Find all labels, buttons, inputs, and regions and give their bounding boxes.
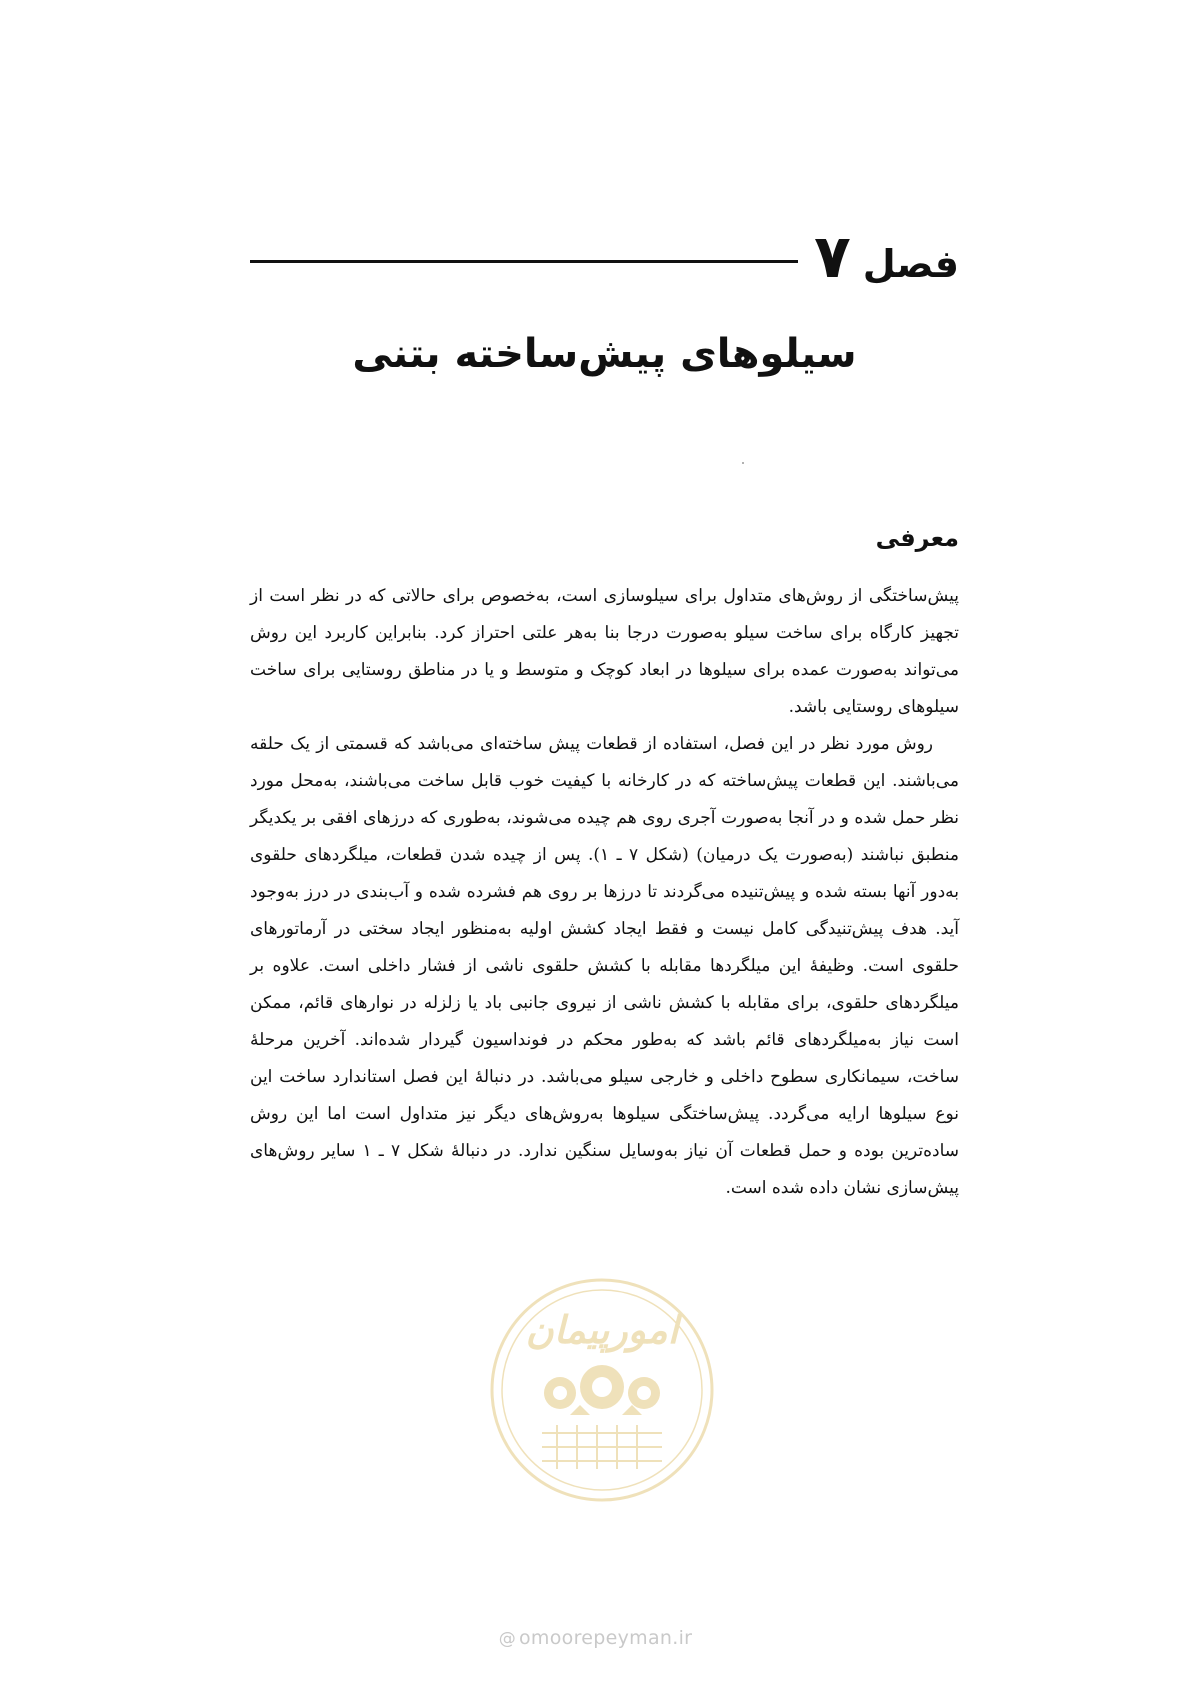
paragraph: روش مورد نظر در این فصل، استفاده از قطعات پیش ساخته‌ای می‌باشد که قسمتی از یک حلقه می‌باشند. این قطعات پیش‌ساخته که در کارخانه با کیفیت خوب قابل ساخت می‌باشند، به‌محل مورد نظر حمل شده و در آنجا به‌صورت آجری روی هم چیده می‌شوند، به‌طوری که درزهای افقی بر یکدیگر منطبق نباشند (به‌صورت یک درمیان) (شکل ۷ ـ ۱). پس از چیده شدن قطعات، میلگردهای حلقوی به‌دور آنها بسته شده و پیش‌تنیده می‌گردند تا درزها بر روی هم فشرده شده و آب‌بندی در درز به‌وجود آید. هدف پیش‌تنیدگی کامل نیست و فقط ایجاد کشش اولیه به‌منظور ایجاد سختی در آرماتورهای حلقوی است. وظیفهٔ این میلگردها مقابله با کشش حلقوی ناشی از فشار داخلی است. علاوه بر میلگردهای حلقوی، برای مقابله با کشش ناشی از نیروی جانبی باد یا زلزله در نوارهای قائم، ممکن است نیاز به‌میلگردهای قائم باشد که به‌طور محکم در فونداسیون گیردار شده‌اند. آخرین مرحلهٔ ساخت، سیمانکاری سطوح داخلی و خارجی سیلو می‌باشد. در دنبالهٔ این فصل استاندارد ساخت این نوع سیلوها ارایه می‌گردد. پیش‌ساختگی سیلوها به‌روش‌های دیگر نیز متداول است اما این روش ساده‌ترین بوده و حمل قطعات آن نیاز به‌وسایل سنگین ندارد. در دنبالهٔ شکل ۷ ـ ۱ سایر روش‌های پیش‌سازی نشان داده شده است. xyxy=(250,734,959,1198)
watermark-url xyxy=(0,1627,1191,1649)
paragraph: پیش‌ساختگی از روش‌های متداول برای سیلوسازی است، به‌خصوص برای حالاتی که در نظر است از تجهیز کارگاه برای ساخت سیلو به‌صورت درجا بنا به‌هر علتی احتراز کرد. بنابراین کاربرد این روش می‌تواند به‌صورت عمده برای سیلوها در ابعاد کوچک و متوسط و یا در مناطق روستایی برای ساخت سیلوهای روستایی باشد. xyxy=(250,586,959,717)
watermark-seal-icon xyxy=(482,1265,722,1530)
watermark-logo-text: امورپیمان xyxy=(525,1307,679,1352)
chapter-number: ۷ xyxy=(814,222,851,292)
chapter-label xyxy=(814,222,959,292)
body-text xyxy=(250,578,959,1207)
chapter-word: فصل xyxy=(862,242,959,286)
section-heading: معرفی xyxy=(875,524,959,552)
chapter-header xyxy=(250,222,959,292)
chapter-rule xyxy=(250,260,798,263)
at-sign-icon: @ xyxy=(498,1629,516,1649)
scan-speck xyxy=(742,462,744,464)
chapter-title: سیلوهای پیش‌ساخته بتنی xyxy=(352,331,857,377)
watermark-url-text: omoorepeyman.ir xyxy=(519,1627,693,1649)
